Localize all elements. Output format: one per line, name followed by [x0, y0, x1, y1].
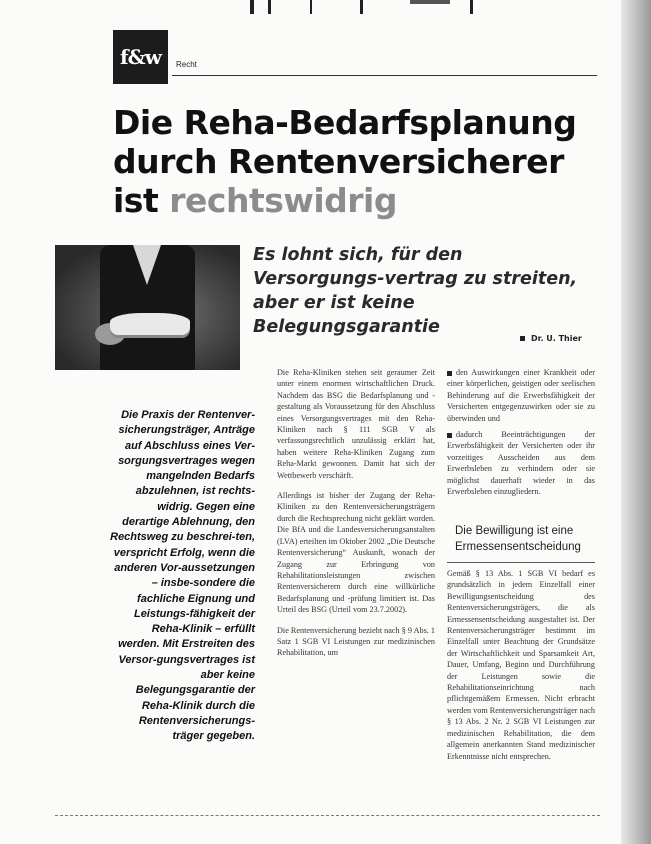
- body-column-3: Gemäß § 13 Abs. 1 SGB VI bedarf es grundsätzlich in jedem Einzelfall einer Bewilligungsentscheidung des Rentenversicherungsträgers, die als Ermessensentscheidung ausgestaltet ist. Der Rentenversicherungsträger bestimmt im Einzelfall unter Beachtung der Grundsätze der Wirtschaftlichkeit und Sparsamkeit Art, Dauer, Umfang, Beginn und Durchführung der Leistungen sowie die Rehabilitationseinrichtung nach pflichtgemäßem Ermessen. Nicht erbracht werden vom Rentenversicherungsträger nach § 13 Abs. 2 Nr. 2 SGB VI Leistungen zur medizinischen Rehabilitation, die dem allgemein anerkannten Stand medizinischer Erkenntnisse nicht entsprechen.: [447, 569, 595, 761]
- column1-paragraph-1: Die Reha-Kliniken stehen seit geraumer Zeit unter einem enormen wirtschaftlichen Druck. Nachdem das BSG die Bedarfsplanung und -gestaltung als Voraussetzung für den Abschluss eines Versorgungsvertrages mit den Reha-Kliniken nach § 111 SGB V als verfassungsrechtlich unzulässig erklärt hat, haben weitere Reha-Kliniken Zugang zum Reha-Markt gewonnen. Damit hat sich der Wettbewerb verschärft.: [277, 368, 435, 480]
- article-title: [113, 103, 613, 220]
- header-rule: [172, 75, 597, 76]
- article-photo: [55, 245, 240, 370]
- scan-top-marks: [250, 0, 500, 14]
- section-subheading: Die Bewilligung ist eine Ermessensentscheidung: [455, 525, 581, 553]
- publication-logo: f&w: [113, 30, 168, 84]
- bullet-square-icon: [447, 433, 452, 438]
- pull-quote: Die Praxis der Rentenver-sicherungsträger, Anträge auf Abschluss eines Ver-sorgungsvertrages wegen mangelnden Bedarfs abzulehnen, ist rechts-widrig. Gegen eine derartige Ablehnung, den Rechtsweg zu beschrei-ten, verspricht Erfolg, wenn die anderen Vor-aussetzungen – insbe-sondere die fachliche Eignung und Leistungs-fähigkeit der Reha-Klinik – erfüllt werden. Mit Erstreiten des Versor-gungsvertrages ist aber keine Belegungsgarantie der Reha-Klinik durch die Rentenversicherungs-träger gegeben.: [110, 409, 255, 743]
- title-line-1: Die Reha-Bedarfsplanung: [113, 103, 577, 142]
- body-column-2: [447, 367, 595, 502]
- author-byline: [520, 334, 582, 343]
- bullet-item-2-text: dadurch Beeinträchtigungen der Erwerbsfähigkeit der Versicherten oder ihr vorzeitiges Ausscheiden aus dem Erwerbsleben zu verhindern oder sie möglichst dauerhaft wieder in das Erwerbsleben einzugliedern.: [447, 430, 595, 497]
- scan-shadow-edge: [621, 0, 651, 844]
- section-label: Recht: [176, 60, 197, 69]
- subheading-rule: [447, 562, 595, 563]
- body-column-1: [277, 367, 435, 668]
- page-bottom-rule: [55, 815, 600, 816]
- title-accent-word: rechtswidrig: [169, 181, 397, 220]
- bullet-item-1-text: den Auswirkungen einer Krankheit oder einer körperlichen, geistigen oder seelischen Behinderung auf die Erwerbsfähigkeit der Versicherten entgegenzuwirken oder sie zu überwinden und: [447, 368, 595, 423]
- column1-paragraph-2: Allerdings ist bisher der Zugang der Reha-Kliniken zu den Rentenversicherungsträgern durch die Rechtsprechung nicht geklärt worden. Die BfA und die Landesversicherungsanstalten (LVA) erteilten im Oktober 2002 „Die Deutsche Rentenversicherung“ Auskunft, wonach der Zugang zur Erbringung von Rehabilitationsleistungen zwischen Rentenversicherern durch eine willkürliche Bedarfsplanung und -prüfung limitiert ist. Das Urteil des BSG (Urteil vom 23.7.2002).: [277, 491, 435, 615]
- title-line-3-prefix: ist: [113, 181, 159, 220]
- article-subtitle: Es lohnt sich, für den Versorgungs-vertrag zu streiten, aber er ist keine Belegungsgarantie: [253, 245, 578, 337]
- author-name: Dr. U. Thier: [531, 334, 582, 343]
- bullet-item-1: [447, 367, 595, 424]
- title-line-2: durch Rentenversicherer: [113, 142, 564, 181]
- column1-paragraph-3: Die Rentenversicherung bezieht nach § 9 Abs. 1 Satz 1 SGB VI Leistungen zur medizinischen Rehabilitation, um: [277, 625, 435, 658]
- photo-open-book: [110, 313, 190, 335]
- title-line-3: [113, 181, 613, 220]
- bullet-square-icon: [447, 371, 452, 376]
- bullet-item-2: [447, 429, 595, 497]
- byline-square-icon: [520, 336, 525, 341]
